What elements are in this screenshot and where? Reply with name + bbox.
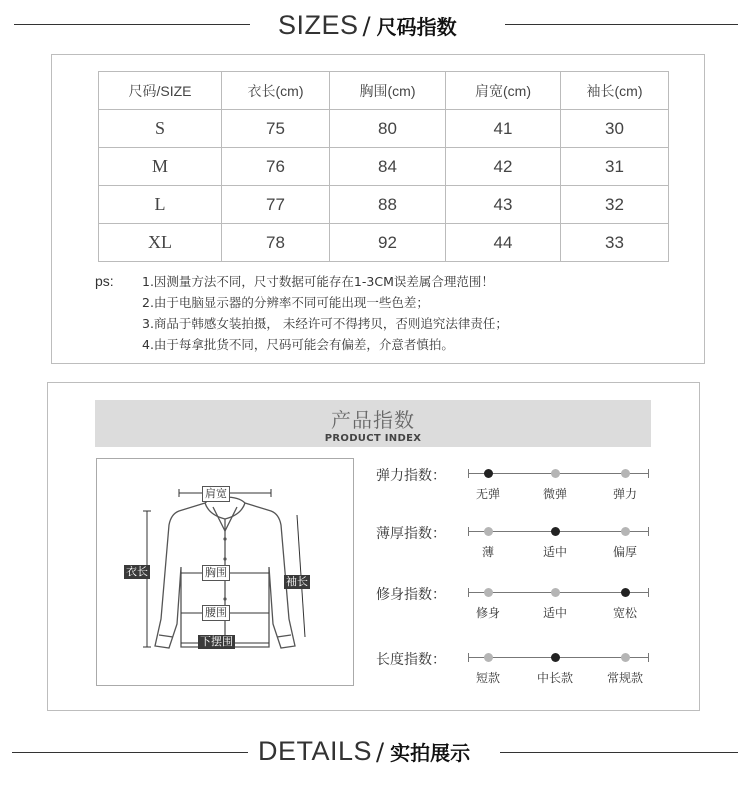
length-label: 衣长	[126, 565, 148, 578]
sizes-title	[278, 10, 457, 41]
header-rule-left	[12, 752, 248, 753]
chest-col-header: 胸围(cm)	[330, 72, 446, 110]
index-option-label: 中长款	[536, 671, 573, 685]
index-row	[376, 523, 656, 563]
index-dot-selected	[551, 653, 560, 662]
value-cell: 80	[330, 110, 446, 148]
size-table-header-row	[99, 72, 669, 110]
value-cell: 42	[446, 148, 561, 186]
index-dot-selected	[484, 469, 493, 478]
value-cell: 76	[222, 148, 330, 186]
index-option-label: 宽松	[612, 606, 637, 620]
value-cell: 84	[330, 148, 446, 186]
index-row-name: 弹力指数：	[376, 468, 446, 484]
sleeve-col-header: 袖长(cm)	[561, 72, 669, 110]
value-cell: 30	[561, 110, 669, 148]
index-dot	[621, 527, 630, 536]
notes-list	[142, 271, 508, 355]
product-index-title-en: PRODUCT INDEX	[324, 433, 422, 444]
header-rule-right	[500, 752, 738, 753]
header-rule-left	[14, 24, 250, 25]
sizes-title-en: SIZES	[278, 10, 359, 40]
value-cell: 75	[222, 110, 330, 148]
index-option-label: 适中	[542, 545, 567, 559]
table-row	[99, 224, 669, 262]
index-row-name: 薄厚指数：	[376, 526, 446, 542]
value-cell: 44	[446, 224, 561, 262]
size-cell: L	[99, 186, 222, 224]
shoulder-col-header: 肩宽(cm)	[446, 72, 561, 110]
index-dot-selected	[621, 588, 630, 597]
chest-label: 胸围	[202, 565, 230, 581]
value-cell: 92	[330, 224, 446, 262]
value-cell: 33	[561, 224, 669, 262]
table-row	[99, 148, 669, 186]
index-dot-selected	[551, 527, 560, 536]
index-dot	[484, 588, 493, 597]
value-cell: 78	[222, 224, 330, 262]
index-row-name: 修身指数：	[376, 587, 446, 603]
value-cell: 77	[222, 186, 330, 224]
track-end-cap	[648, 653, 649, 662]
details-title-en: DETAILS	[258, 736, 373, 766]
product-index-banner	[95, 400, 651, 447]
size-cell: M	[99, 148, 222, 186]
sleeve-label: 袖长	[286, 575, 308, 588]
note-item: 1.因测量方法不同，尺寸数据可能存在1-3CM误差属合理范围！	[142, 274, 494, 289]
index-option-label: 短款	[475, 671, 500, 685]
title-slash: /	[362, 12, 371, 40]
waist-label: 腰围	[202, 605, 230, 621]
note-item: 3.商品于韩感女装拍摄， 未经许可不得拷贝，否则追究法律责任；	[142, 316, 508, 331]
index-dot	[551, 469, 560, 478]
track-end-cap	[468, 527, 469, 536]
value-cell: 31	[561, 148, 669, 186]
length-col-header: 衣长(cm)	[222, 72, 330, 110]
size-cell: S	[99, 110, 222, 148]
index-option-label: 无弹	[475, 487, 500, 501]
index-dot	[484, 653, 493, 662]
table-row	[99, 186, 669, 224]
size-chart-panel	[51, 54, 705, 364]
track-end-cap	[648, 469, 649, 478]
notes-label: ps:	[95, 273, 114, 289]
note-item: 4.由于每拿批货不同，尺码可能会有偏差，介意者慎拍。	[142, 337, 454, 352]
index-row	[376, 584, 656, 624]
index-option-label: 偏厚	[612, 545, 637, 559]
index-option-label: 修身	[475, 606, 500, 620]
value-cell: 43	[446, 186, 561, 224]
index-option-label: 微弹	[542, 487, 567, 501]
index-option-label: 弹力	[612, 487, 637, 501]
track-end-cap	[648, 588, 649, 597]
index-option-label: 薄	[481, 545, 494, 559]
details-title	[258, 736, 470, 767]
header-rule-right	[505, 24, 738, 25]
index-dot	[621, 469, 630, 478]
sizes-title-cn: 尺码指数	[376, 15, 457, 39]
track-end-cap	[468, 588, 469, 597]
product-index-title-cn: 产品指数	[331, 408, 415, 432]
track-end-cap	[648, 527, 649, 536]
value-cell: 41	[446, 110, 561, 148]
table-row	[99, 110, 669, 148]
index-row	[376, 649, 656, 689]
product-index-panel	[47, 382, 700, 711]
measurement-diagram	[96, 458, 354, 686]
track-end-cap	[468, 469, 469, 478]
index-row-name: 长度指数：	[376, 652, 446, 668]
hem-label: 下摆围	[200, 635, 233, 648]
value-cell: 88	[330, 186, 446, 224]
size-table	[98, 71, 669, 262]
index-option-label: 适中	[542, 606, 567, 620]
shoulder-label: 肩宽	[202, 486, 230, 502]
index-option-label: 常规款	[606, 671, 643, 685]
note-item: 2.由于电脑显示器的分辨率不同可能出现一些色差；	[142, 295, 429, 310]
index-dot	[621, 653, 630, 662]
title-slash: /	[376, 738, 385, 766]
track-end-cap	[468, 653, 469, 662]
size-cell: XL	[99, 224, 222, 262]
details-title-cn: 实拍展示	[390, 741, 471, 765]
index-row	[376, 465, 656, 505]
index-dot	[484, 527, 493, 536]
size-col-header: 尺码/SIZE	[99, 72, 222, 110]
index-dot	[551, 588, 560, 597]
value-cell: 32	[561, 186, 669, 224]
